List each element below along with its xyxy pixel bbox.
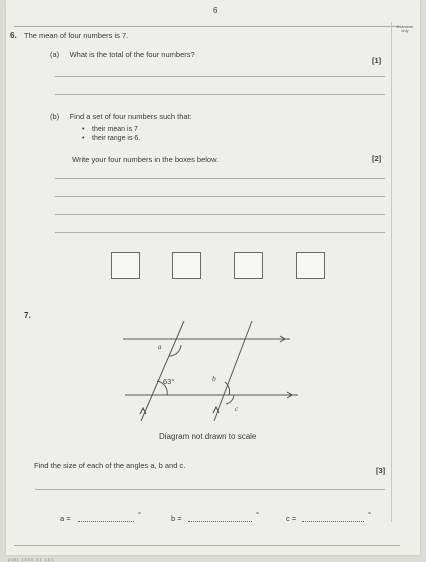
answer-c-field[interactable] bbox=[302, 520, 364, 522]
label-a: a bbox=[158, 343, 162, 351]
answer-a-label: a = bbox=[60, 514, 71, 523]
part-a-marks: [1] bbox=[372, 56, 382, 65]
question-7-instruction: Find the size of each of the angles a, b and c. bbox=[34, 461, 186, 470]
bullet-mean: • their mean is 7 bbox=[92, 126, 138, 133]
angle-b-arc bbox=[225, 382, 230, 395]
part-a-label: (a) bbox=[50, 50, 60, 59]
part-b-label: (b) bbox=[50, 112, 60, 121]
diagram-caption: Diagram not drawn to scale bbox=[159, 432, 257, 441]
bullet-range: • their range is 6. bbox=[92, 135, 140, 142]
left-transversal bbox=[141, 321, 184, 421]
answer-b-label: b = bbox=[171, 514, 182, 523]
label-b: b bbox=[212, 374, 216, 383]
angle-c-arc bbox=[226, 395, 234, 404]
answer-b-degree: ° bbox=[256, 510, 259, 519]
footer-rule bbox=[14, 545, 400, 546]
label-c: c bbox=[235, 405, 239, 413]
part-a-text: What is the total of the four numbers? bbox=[69, 50, 195, 59]
answer-b-field[interactable] bbox=[188, 520, 252, 522]
answer-c-label: c = bbox=[286, 514, 297, 523]
question-6-number: 6. bbox=[10, 31, 17, 40]
page-number: 6 bbox=[213, 6, 218, 15]
question-6-stem: The mean of four numbers is 7. bbox=[24, 31, 129, 40]
answer-a-degree: ° bbox=[138, 510, 141, 519]
question-7-marks: [3] bbox=[376, 466, 386, 475]
part-b-text: Find a set of four numbers such that: bbox=[69, 112, 192, 121]
question-7-number: 7. bbox=[24, 311, 31, 320]
working-line-q7 bbox=[35, 489, 385, 490]
examiner-only-label: Examiner only bbox=[396, 24, 414, 33]
label-63: 63° bbox=[163, 377, 175, 386]
part-b-marks: [2] bbox=[372, 154, 382, 163]
part-b-instruction: Write your four numbers in the boxes below. bbox=[72, 155, 219, 164]
footer-code: (08) 1800 01 101 bbox=[8, 557, 55, 562]
answer-a-field[interactable] bbox=[78, 520, 134, 522]
right-transversal bbox=[214, 321, 252, 421]
answer-c-degree: ° bbox=[368, 510, 371, 519]
